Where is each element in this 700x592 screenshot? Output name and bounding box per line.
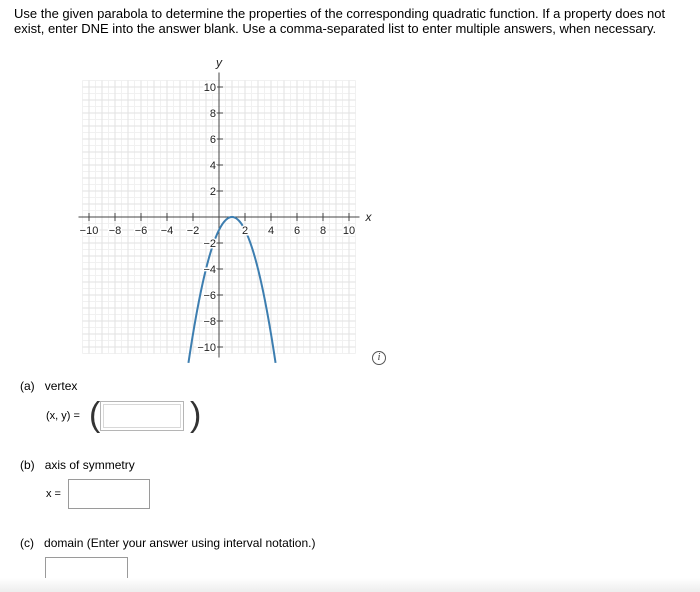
x-tick-label: 8 [319,225,327,237]
close-paren: ) [190,396,202,434]
instructions: Use the given parabola to determine the properties of the corresponding quadratic function. If a property does not exist, enter DNE into the answer blank. Use a comma-separated list to enter multiple answers, when necessary. [14,6,666,36]
y-tick-label: 8 [209,108,216,120]
part-c-text: domain (Enter your answer using interval notation.) [44,536,316,550]
x-tick-label: 10 [342,225,356,237]
y-tick-label: 2 [209,186,216,198]
part-c-letter: (c) [20,536,34,550]
y-tick-label: 10 [203,82,216,94]
part-a-label [20,379,77,393]
part-a-letter: (a) [20,379,35,393]
info-icon[interactable]: i [372,351,386,365]
vertex-input[interactable] [100,401,184,431]
part-b-text: axis of symmetry [44,458,135,472]
x-tick-label: 4 [267,225,275,237]
axis-of-symmetry-input[interactable] [68,479,150,509]
x-tick-label: 2 [241,225,249,237]
bottom-shade [0,578,700,592]
part-a-text: vertex [44,379,78,393]
y-tick-label: −8 [203,316,216,328]
part-b-label [20,458,135,472]
axis-eq-label: x = [46,488,61,500]
x-tick-label: −8 [108,225,122,237]
x-tick-label: −2 [186,225,200,237]
y-tick-label: −6 [203,290,216,302]
x-tick-label: −6 [134,225,148,237]
y-tick-label: 4 [209,160,216,172]
vertex-eq-label: (x, y) = [46,410,80,422]
y-tick-label: 6 [209,134,216,146]
open-paren: ( [89,396,101,434]
y-tick-label: −4 [203,264,216,276]
x-tick-label: 6 [293,225,301,237]
y-axis-label: y [216,55,222,70]
part-c-label [20,536,316,550]
x-axis-label: x [365,210,372,224]
x-tick-label: −10 [79,225,99,237]
y-tick-label: −10 [197,342,216,354]
part-b-letter: (b) [20,458,35,472]
x-tick-label: −4 [160,225,174,237]
y-tick-label: −2 [203,238,216,250]
